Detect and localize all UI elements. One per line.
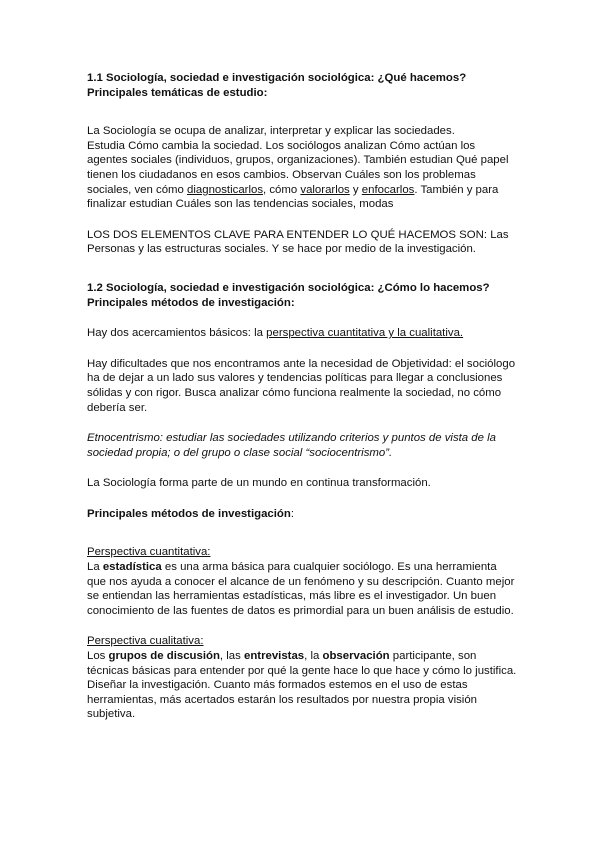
section-1-heading-title: 1.1 Sociología, sociedad e investigación sociológica <box>87 72 371 84</box>
methods-heading-colon: : <box>290 507 294 520</box>
section-1-body-text-c: y <box>349 183 362 196</box>
section-2-subheading: Principales métodos de investigación: <box>87 296 295 309</box>
approaches-paragraph <box>87 326 517 341</box>
section-2-heading-title: 1.2 Sociología, sociedad e investigación sociológica: ¿Cómo lo hacemos? <box>87 281 490 294</box>
section-1-key-elements-paragraph: LOS DOS ELEMENTOS CLAVE PARA ENTENDER LO QUÉ HACEMOS SON: Las Personas y las estructuras sociales. Y se hace por medio de la investigación. <box>87 228 509 256</box>
observacion-term: observación <box>322 650 390 663</box>
section-1-body-text: Estudia Cómo cambia la sociedad. Los sociólogos analizan Cómo actúan los agentes sociales (individuos, grupos, organizaciones). También estudian Qué papel tienen los ciudadanos en esos cambios. Observan Cuáles son los problemas sociales, ven cómo <box>87 139 509 196</box>
section-1-subheading: Principales temáticas de estudio: <box>87 86 268 99</box>
valorarlos-link[interactable]: valorarlos <box>300 183 350 196</box>
methods-heading-text: Principales métodos de investigación <box>87 507 291 520</box>
section-2-heading <box>87 281 517 310</box>
document-content <box>87 71 517 722</box>
objectivity-paragraph: Hay dificultades que nos encontramos ante la necesidad de Objetividad: el sociólogo ha de dejar a un lado sus valores y tendencias políticas para llegar a conclusiones sólidas y con rigor. Busca analizar cómo funciona realmente la sociedad, no cómo debería ser. <box>87 357 516 414</box>
enfocarlos-link[interactable]: enfocarlos <box>361 183 415 196</box>
qualitative-text-c: , la <box>304 650 323 663</box>
section-1-body-text-d: . También y para finalizar estudian Cuáles son las tendencias sociales, modas <box>87 183 499 211</box>
qualitative-text-d: participante, son técnicas básicas para entender por qué la gente hace lo que hace y cómo lo justifica. Diseñar la investigación. Cuanto más formados estemos en el uso de estas herramientas, más acertados estarán los resultados por nuestra propia visión subjetiva. <box>87 650 517 721</box>
qualitative-text-b: , las <box>219 650 244 663</box>
quantitative-text-b: es una arma básica para cualquier sociólogo. Es una herramienta que nos ayuda a conocer el alcance de un fenómeno y su descripción. Cuanto mejor se entiendan las herramientas estadísticas, más libre es el investigador. Un buen conocimiento de las fuentes de datos es primordial para un buen análisis de estudio. <box>87 561 515 617</box>
approaches-text: Hay dos acercamientos básicos: la <box>87 327 267 340</box>
estadistica-term: estadística <box>102 561 162 574</box>
grupos-de-discusion-term: grupos de discusión <box>108 650 220 663</box>
section-1-heading <box>87 71 517 100</box>
section-1-paragraph-1 <box>87 124 517 212</box>
quantitative-title: Perspectiva cuantitativa: <box>87 546 211 559</box>
section-1-heading-question: : ¿Qué hacemos? <box>370 72 467 84</box>
ethnocentrism-paragraph: Etnocentrismo: estudiar las sociedades utilizando criterios y puntos de vista de la sociedad propia; o del grupo o clase social “sociocentrismo”. <box>87 432 497 459</box>
section-1-body-text-b: , cómo <box>263 183 301 196</box>
diagnosticarlos-link[interactable]: diagnosticarlos <box>187 183 264 196</box>
perspectives-link[interactable]: perspectiva cuantitativa y la cualitativa. <box>266 327 464 340</box>
quantitative-text-a: La <box>87 561 103 574</box>
quantitative-paragraph <box>87 560 517 618</box>
entrevistas-term: entrevistas <box>243 650 305 663</box>
qualitative-text-a: Los <box>87 650 109 663</box>
methods-heading <box>87 507 517 522</box>
section-1-intro-sentence: La Sociología se ocupa de analizar, interpretar y explicar las sociedades. <box>87 125 455 138</box>
qualitative-title: Perspectiva cualitativa: <box>87 635 204 648</box>
qualitative-paragraph <box>87 649 517 722</box>
transformation-paragraph: La Sociología forma parte de un mundo en continua transformación. <box>87 477 431 490</box>
